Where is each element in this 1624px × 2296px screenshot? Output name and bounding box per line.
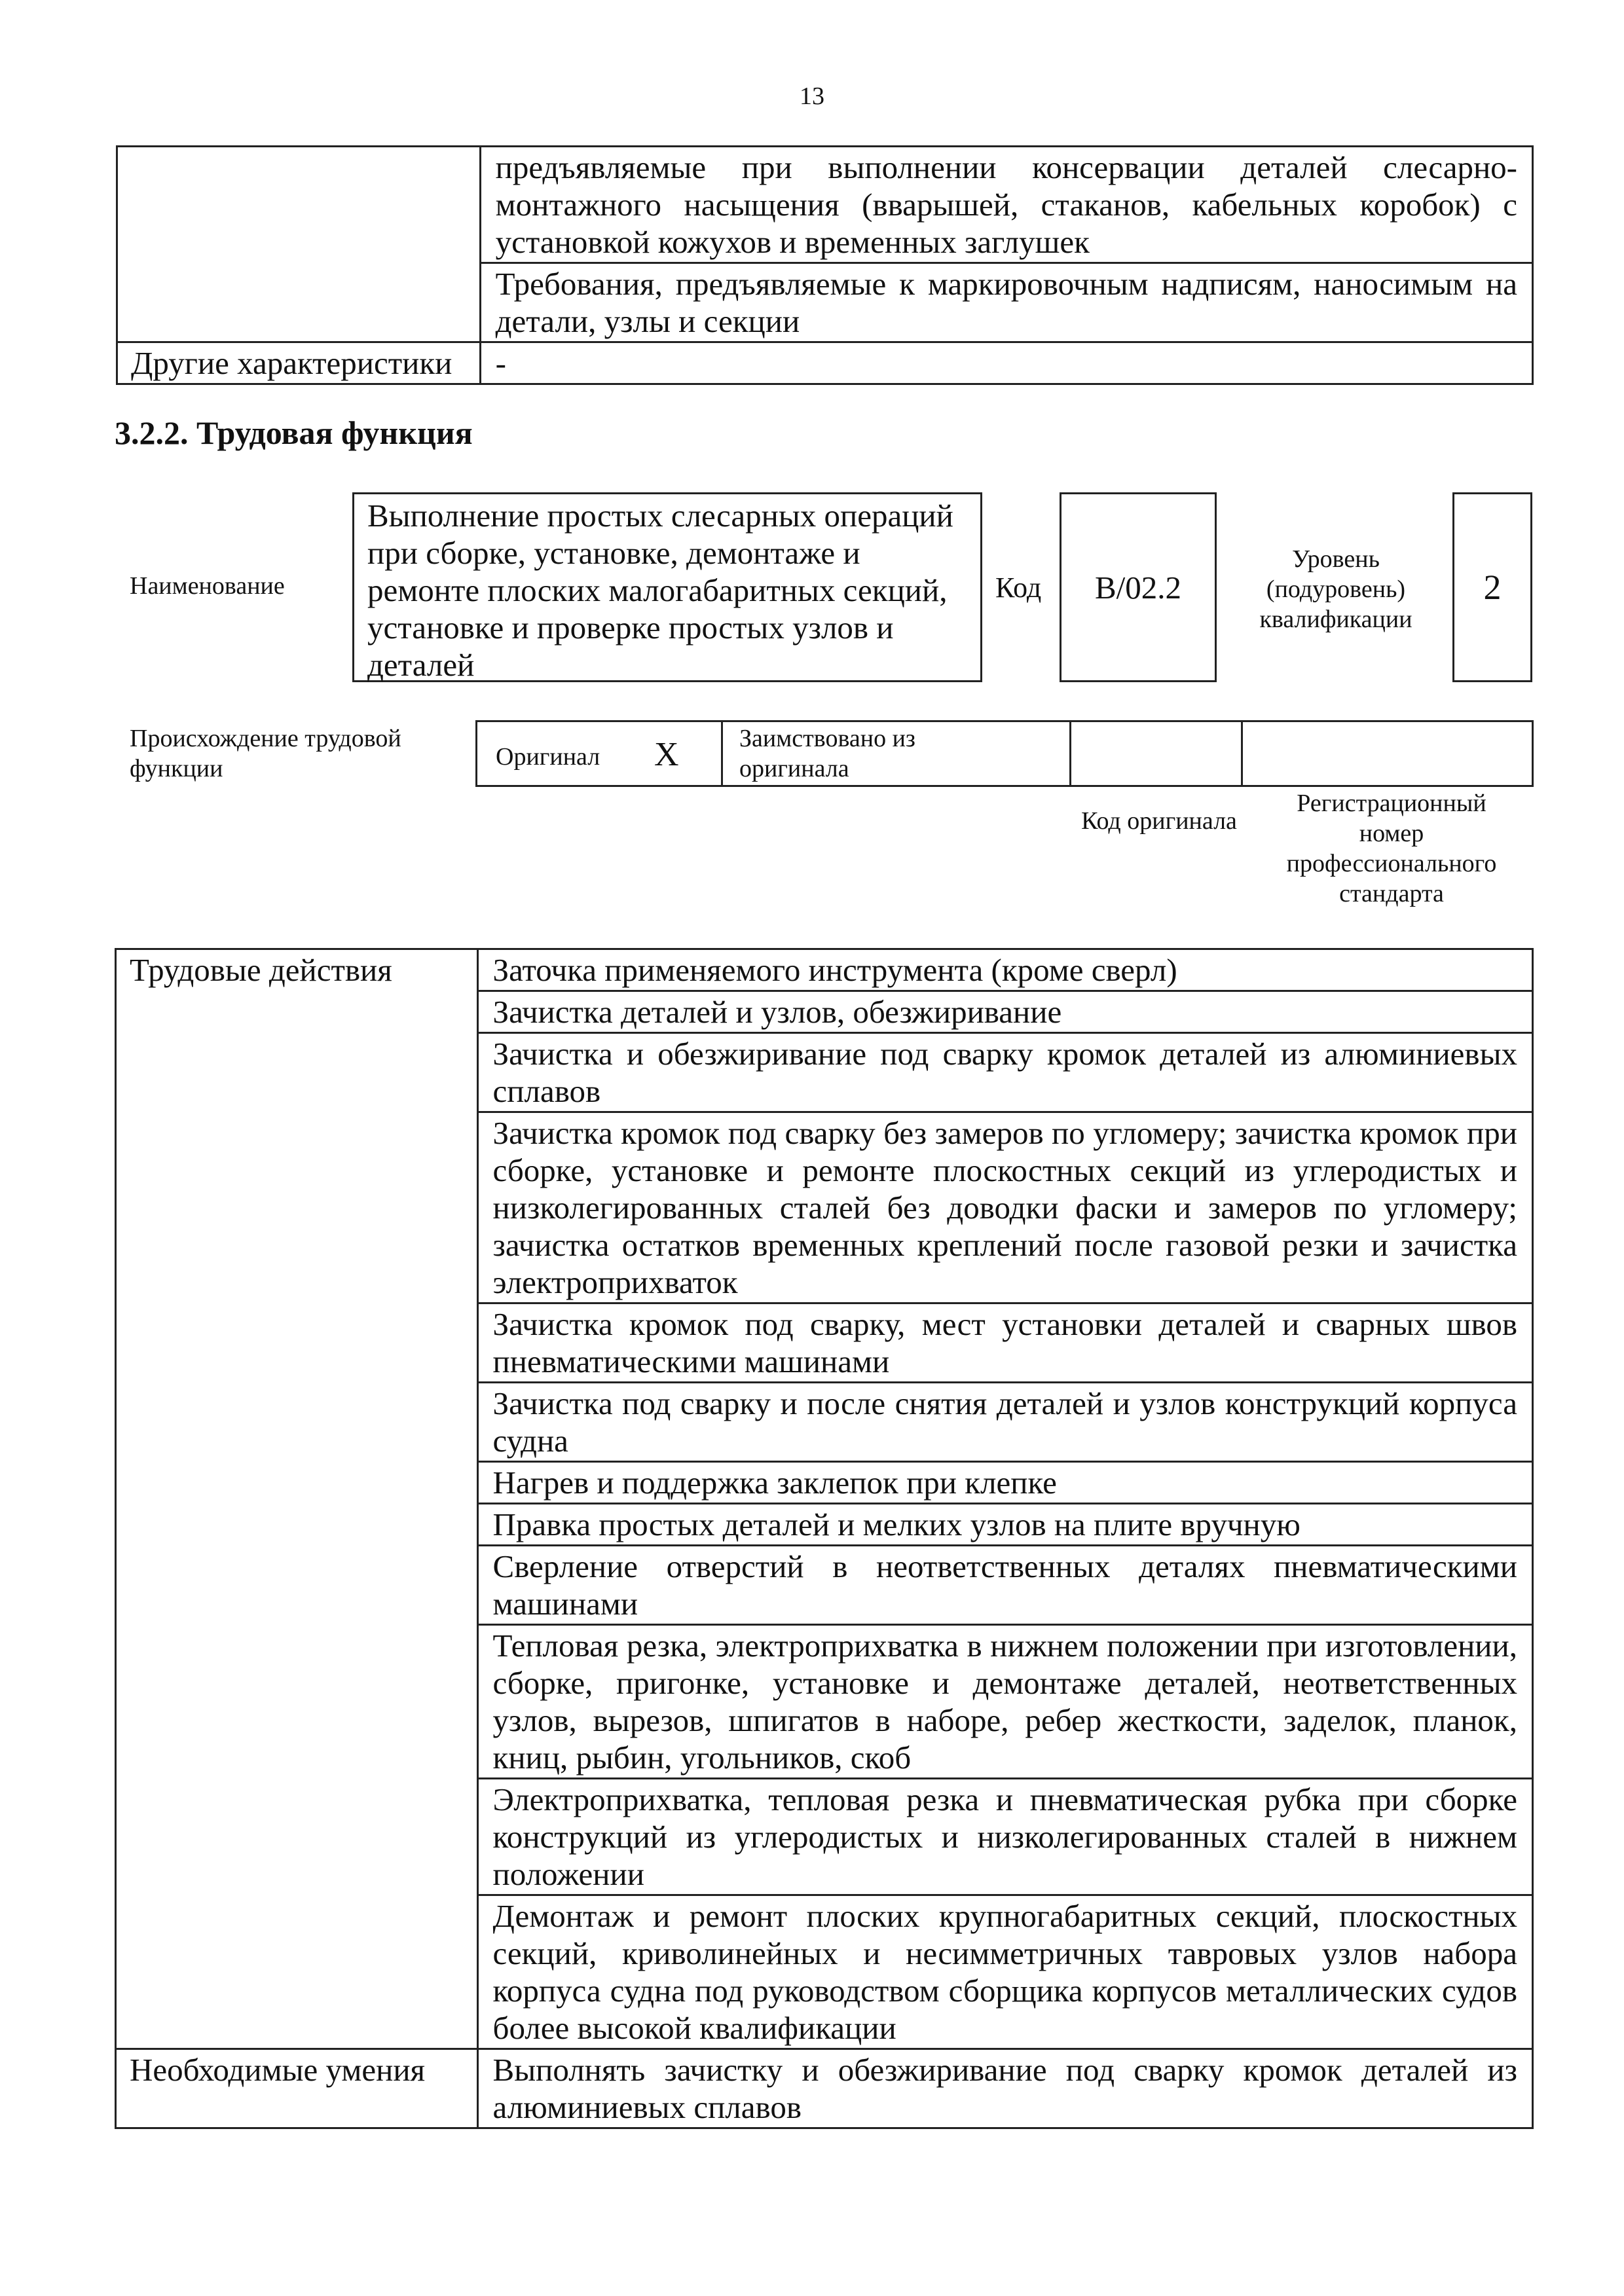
labor-action: Нагрев и поддержка заклепок при клепке [477,1462,1532,1504]
empty-label-cell [117,147,481,342]
labor-action: Заточка применяемого инструмента (кроме сверл) [477,949,1532,991]
borrowed-label: Заимствовано из оригинала [739,725,915,782]
labor-action: Зачистка кромок под сварку, мест установки деталей и сварных швов пневматическими машинами [477,1303,1532,1383]
skill: Выполнять зачистку и обезжиривание под сварку кромок деталей из алюминиевых сплавов [477,2049,1532,2128]
divider [1241,722,1243,785]
skills-label: Необходимые умения [116,2049,478,2128]
divider [1069,722,1071,785]
characteristic-text: Требования, предъявляемые к маркировочным надписям, наносимым на детали, узлы и секции [480,263,1532,342]
code-box: B/02.2 [1060,492,1217,682]
origin-table [475,720,1534,787]
other-characteristics-label: Другие характеристики [117,342,481,384]
characteristics-table [116,145,1534,385]
level-box: 2 [1452,492,1532,682]
labor-action: Тепловая резка, электроприхватка в нижнем положении при изготовлении, сборке, пригонке, установке и демонтаже деталей, неответственных узлов, вырезов, шпигатов в наборе, ребер жесткости, заделок, планок, книц, рыбин, угольников, скоб [477,1625,1532,1779]
divider [721,722,723,785]
labor-action: Зачистка кромок под сварку без замеров по угломеру; зачистка кромок при сборке, установке и ремонте плоскостных секций из углеродистых и низколегированных сталей без доводки фаски и замеров по угломеру; зачистка остатков временных креплений после газовой резки и зачистка электроприхваток [477,1112,1532,1303]
other-characteristics-value: - [480,342,1532,384]
labor-functions-table [115,948,1534,2129]
original-mark: X [654,736,679,773]
registration-caption: Регистрационный номер профессионального стандарта [1286,790,1497,907]
labor-action: Электроприхватка, тепловая резка и пневматическая рубка при сборке конструкций из углеродистых и низколегированных сталей в нижнем положении [477,1779,1532,1895]
labor-actions-label: Трудовые действия [116,949,478,2049]
table-row [117,342,1533,384]
characteristic-text: предъявляемые при выполнении консервации деталей слесарно-монтажного насыщения (вварышей, стаканов, кабельных коробок) с установкой кожухов и временных заглушек [480,147,1532,263]
labor-action: Сверление отверстий в неответственных деталях пневматическими машинами [477,1546,1532,1625]
table-row [116,949,1533,991]
function-name-box: Выполнение простых слесарных операций при сборке, установке, демонтаже и ремонте плоских малогабаритных секций, установке и проверке простых узлов и деталей [352,492,982,682]
name-label: Наименование [130,572,285,600]
origin-label: Происхождение трудовой функции [130,725,401,782]
page-number: 13 [800,82,824,110]
table-row [117,147,1533,263]
labor-action: Правка простых деталей и мелких узлов на плите вручную [477,1504,1532,1546]
code-label: Код [995,572,1042,604]
labor-action: Зачистка деталей и узлов, обезжиривание [477,991,1532,1033]
level-label: Уровень (подуровень) квалификации [1259,545,1412,633]
table-row [116,2049,1533,2128]
original-label: Оригинал [496,743,600,771]
labor-action: Зачистка под сварку и после снятия деталей и узлов конструкций корпуса судна [477,1383,1532,1462]
section-heading: 3.2.2. Трудовая функция [115,414,473,451]
labor-action: Демонтаж и ремонт плоских крупногабаритных секций, плоскостных секций, криволинейных и несимметричных тавровых узлов набора корпуса судна под руководством сборщика корпусов металлических судов более высокой квалификации [477,1895,1532,2049]
labor-action: Зачистка и обезжиривание под сварку кромок деталей из алюминиевых сплавов [477,1033,1532,1112]
code-original-caption: Код оригинала [1081,807,1237,835]
